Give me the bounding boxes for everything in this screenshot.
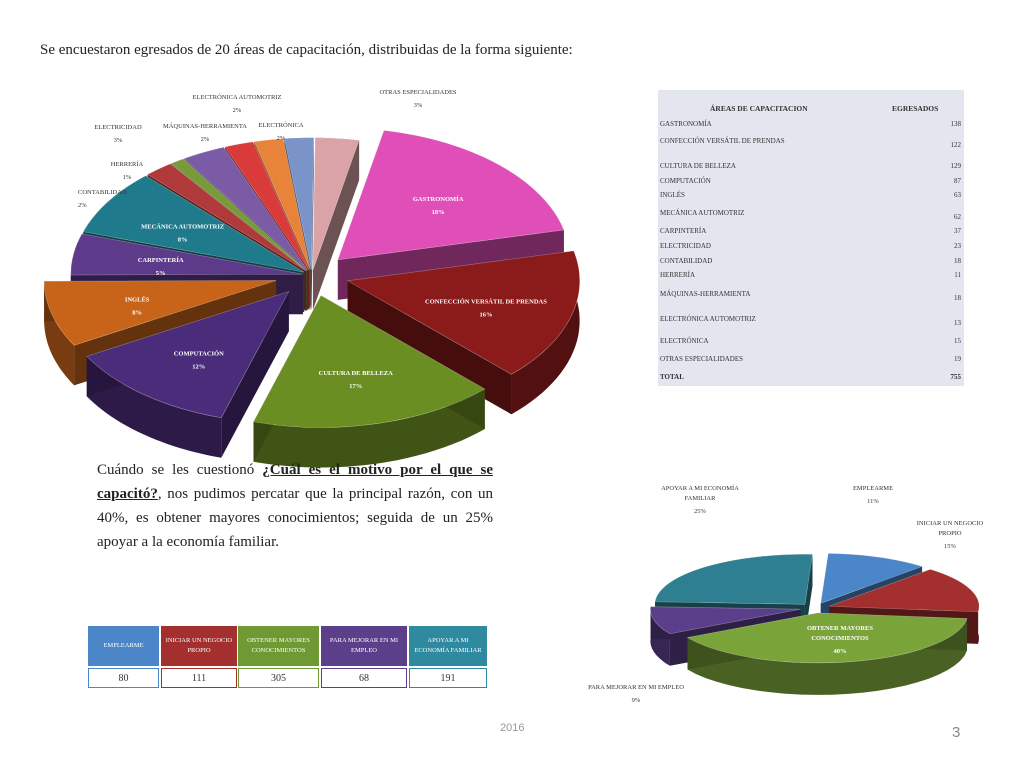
areas-table-value-cell: 11 (954, 271, 961, 279)
pie-slice-percent: 2% (232, 107, 242, 114)
pie-slice-percent: 5% (155, 269, 166, 277)
pie-slice-label: HERRERÍA (110, 161, 144, 168)
pie-slice-label: PARA MEJORAR EN MI EMPLEO (588, 684, 684, 691)
areas-table-area-cell: MÁQUINAS-HERRAMIENTA (660, 290, 751, 298)
areas-table-value-cell: 122 (950, 141, 961, 149)
pie-slice-label: CONTABILIDAD (78, 189, 127, 196)
areas-table-area-cell: ELECTRÓNICA AUTOMOTRIZ (660, 315, 756, 323)
pie-slice-percent: 1% (122, 174, 132, 181)
areas-table-col-graduates: EGRESADOS (892, 104, 939, 113)
motives-table-value: 111 (161, 668, 237, 688)
page-number: 3 (952, 724, 961, 741)
areas-table-area-cell: GASTRONOMÍA (660, 120, 712, 128)
pie-slice-percent: 3% (113, 137, 123, 144)
motives-table-value: 191 (409, 668, 487, 688)
pie-slice-percent: 18% (431, 209, 445, 217)
pie-slice-label: CULTURA DE BELLEZA (318, 369, 393, 377)
paragraph-conclusion: , nos pudimos percatar que la principal razón, con un 40%, es obtener mayores conocimientos; seguida de un 25% apoyar a la economía familiar. (97, 486, 493, 550)
pie-slice-label: ELECTRÓNICA (258, 122, 304, 129)
pie-slice-percent: 11% (867, 498, 879, 505)
pie-slice-label: CONFECCIÓN VERSÁTIL DE PRENDAS (425, 298, 547, 306)
motives-pie-chart (560, 470, 1020, 730)
pie-slice-label: OTRAS ESPECIALIDADES (379, 89, 457, 96)
areas-table-value-cell: 18 (954, 294, 961, 302)
page-heading: Se encuestaron egresados de 20 áreas de capacitación, distribuidas de la forma siguiente: (40, 42, 573, 58)
pie-slice-percent: 2% (276, 135, 286, 142)
pie-slice-percent: 8% (177, 236, 188, 244)
pie-slice-percent: 15% (944, 543, 956, 550)
motives-table-value: 68 (321, 668, 407, 688)
areas-table-area-cell: MECÁNICA AUTOMOTRIZ (660, 209, 745, 217)
pie-slice-percent: 3% (413, 102, 423, 109)
pie-slice (655, 554, 812, 604)
motives-table-header: OBTENER MAYORES CONOCIMIENTOS (238, 626, 319, 666)
areas-table-value-cell: 138 (950, 120, 961, 128)
pie-slice-label: MÁQUINAS-HERRAMIENTA (163, 123, 247, 130)
pie-slice-percent: 17% (349, 382, 363, 390)
pie-slice-label: CARPINTERÍA (137, 256, 184, 264)
areas-table (658, 90, 964, 386)
pie-slice-label: FAMILIAR (684, 495, 716, 502)
pie-slice-percent: 40% (833, 648, 847, 655)
areas-table-value-cell: 15 (954, 337, 961, 345)
pie-slice-percent: 12% (192, 363, 206, 371)
areas-table-area-cell: CARPINTERÍA (660, 227, 707, 235)
pie-slice-label: GASTRONOMÍA (412, 196, 464, 204)
pie-slice-label: ELECTRICIDAD (94, 124, 142, 131)
paragraph-intro: Cuándo se les cuestionó (97, 462, 263, 478)
areas-table-value-cell: 23 (954, 242, 961, 250)
areas-table-area-cell: CONFECCIÓN VERSÁTIL DE PRENDAS (660, 137, 785, 145)
motives-table-header: EMPLEARME (88, 626, 159, 666)
areas-table-area-cell: CONTABILIDAD (660, 257, 713, 265)
areas-table-value-cell: 129 (950, 162, 961, 170)
question-paragraph (97, 458, 493, 554)
areas-table-col-area: ÁREAS DE CAPACITACION (710, 104, 808, 113)
pie-slice-label: APOYAR A MI ECONOMÍA (661, 485, 739, 492)
areas-table-value-cell: 18 (954, 257, 961, 265)
pie-slice-label: INICIAR UN NEGOCIO (916, 520, 984, 527)
pie-slice-label: PROPIO (938, 530, 962, 537)
pie-slice-percent: 2% (200, 136, 210, 143)
areas-table-value-cell: 63 (954, 191, 961, 199)
areas-table-value-cell: 87 (954, 177, 961, 185)
pie-slice-percent: 16% (479, 311, 493, 319)
motives-table-header: APOYAR A MI ECONOMÍA FAMILIAR (409, 626, 487, 666)
areas-table-value-cell: 62 (954, 213, 961, 221)
areas-table-area-cell: ELECTRICIDAD (660, 242, 711, 250)
pie-slice-percent: 25% (694, 508, 706, 515)
pie-slice-label: EMPLEARME (852, 485, 894, 492)
motives-table-header: INICIAR UN NEGOCIO PROPIO (161, 626, 237, 666)
areas-table-area-cell: ELECTRÓNICA (660, 337, 709, 345)
motives-table-value: 80 (88, 668, 159, 688)
pie-slice-label: COMPUTACIÓN (173, 350, 224, 358)
areas-pie-chart (0, 80, 640, 480)
pie-slice-label: INGLÉS (124, 296, 150, 304)
motives-table-value: 305 (238, 668, 319, 688)
areas-table-total-label: TOTAL (660, 373, 684, 381)
motives-table-header: PARA MEJORAR EN MI EMPLEO (321, 626, 407, 666)
areas-table-value-cell: 37 (954, 227, 961, 235)
areas-table-area-cell: CULTURA DE BELLEZA (660, 162, 736, 170)
pie-slice-percent: 8% (132, 309, 143, 317)
areas-table-value-cell: 13 (954, 319, 961, 327)
footer-year: 2016 (500, 722, 525, 734)
areas-table-total-value: 755 (950, 373, 961, 381)
pie-slice-label: OBTENER MAYORES (806, 625, 874, 632)
pie-slice-label: MECÁNICA AUTOMOTRIZ (141, 223, 225, 231)
pie-slice-label: ELECTRÓNICA AUTOMOTRIZ (192, 94, 282, 101)
pie-slice-label: CONOCIMIENTOS (811, 635, 869, 642)
areas-table-area-cell: OTRAS ESPECIALIDADES (660, 355, 744, 363)
pie-slice-percent: 9% (631, 697, 641, 704)
paragraph-question: ¿Cuál es el motivo por el que se capacitó? (97, 462, 493, 502)
areas-table-area-cell: INGLÉS (660, 191, 685, 199)
pie-slice-percent: 2% (78, 202, 87, 209)
areas-table-area-cell: COMPUTACIÓN (660, 177, 711, 185)
areas-table-value-cell: 19 (954, 355, 961, 363)
areas-table-area-cell: HERRERÍA (660, 271, 695, 279)
